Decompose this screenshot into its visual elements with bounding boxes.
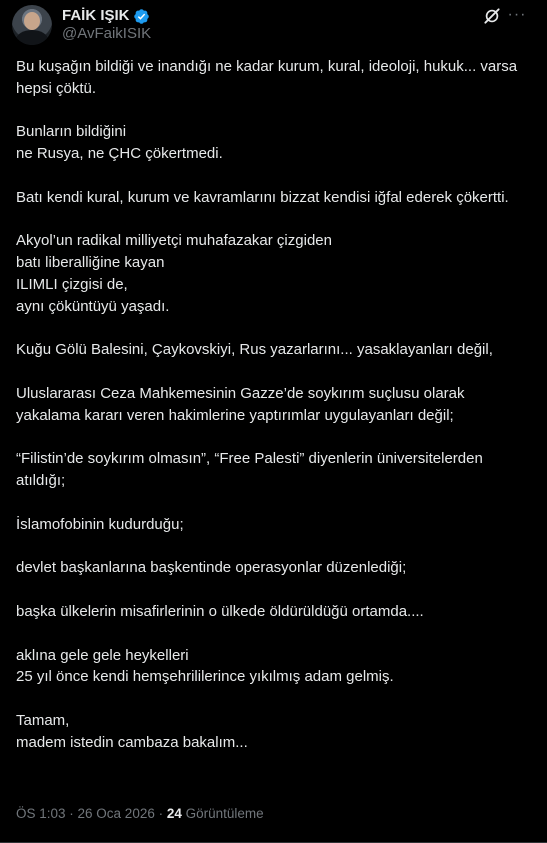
post-paragraph: Bunların bildiğini ne Rusya, ne ÇHC çökertmedi. [16,123,223,163]
views-count[interactable]: 24 [166,806,182,821]
post-paragraph: Batı kendi kural, kurum ve kavramlarını bizzat kendisi iğfal ederek çökertti. [16,188,509,206]
post-date[interactable]: 26 Oca 2026 [77,806,155,821]
views-label: Görüntüleme [181,806,264,821]
post-paragraph: Kuğu Gölü Balesini, Çaykovskiyi, Rus yazarlarını... yasaklayanları değil, [16,341,493,359]
post-paragraph: “Filistin’de soykırım olmasın”, “Free Palesti” diyenlerin üniversitelerden atıldığı; [16,450,483,490]
meta-separator: · [65,806,78,821]
post-paragraph: Tamam, madem istedin cambaza bakalım... [16,711,248,751]
verified-badge-icon [133,8,150,25]
more-options-icon[interactable]: ··· [507,6,527,23]
post-paragraph: devlet başkanlarına başkentinde operasyonlar düzenlediği; [16,559,407,577]
post-text [16,56,526,775]
post-paragraph: Uluslararası Ceza Mahkemesinin Gazze’de soykırım suçlusu olarak yakalama kararı veren hakimlerine yaptırımlar uygulayanları değil; [16,384,465,424]
post-paragraph: İslamofobinin kudurduğu; [16,515,184,533]
post-paragraph: başka ülkelerin misafirlerinin o ülkede öldürüldüğü ortamda.... [16,602,424,620]
avatar-face [24,12,40,30]
post-paragraph: aklına gele gele heykelleri 25 yıl önce kendi hemşehrililerince yıkılmış adam gelmiş. [16,646,394,686]
author-name-text: FAİK IŞIK [62,7,130,24]
post-meta [16,805,264,823]
author-display-name[interactable] [62,7,150,25]
post-paragraph: Akyol’un radikal milliyetçi muhafazakar çizgiden batı liberalliğine kayan ILIMLI çizgisi de, aynı çöküntüyü yaşadı. [16,232,332,315]
grok-icon[interactable] [482,6,502,26]
post-time[interactable]: ÖS 1:03 [16,806,66,821]
avatar-suit [16,30,48,45]
post-paragraph: Bu kuşağın bildiği ve inandığı ne kadar kurum, kural, ideoloji, hukuk... varsa hepsi çöktü. [16,58,518,97]
author-handle[interactable]: @AvFaikISIK [62,25,152,42]
avatar[interactable] [12,5,52,45]
meta-separator: · [154,806,167,821]
